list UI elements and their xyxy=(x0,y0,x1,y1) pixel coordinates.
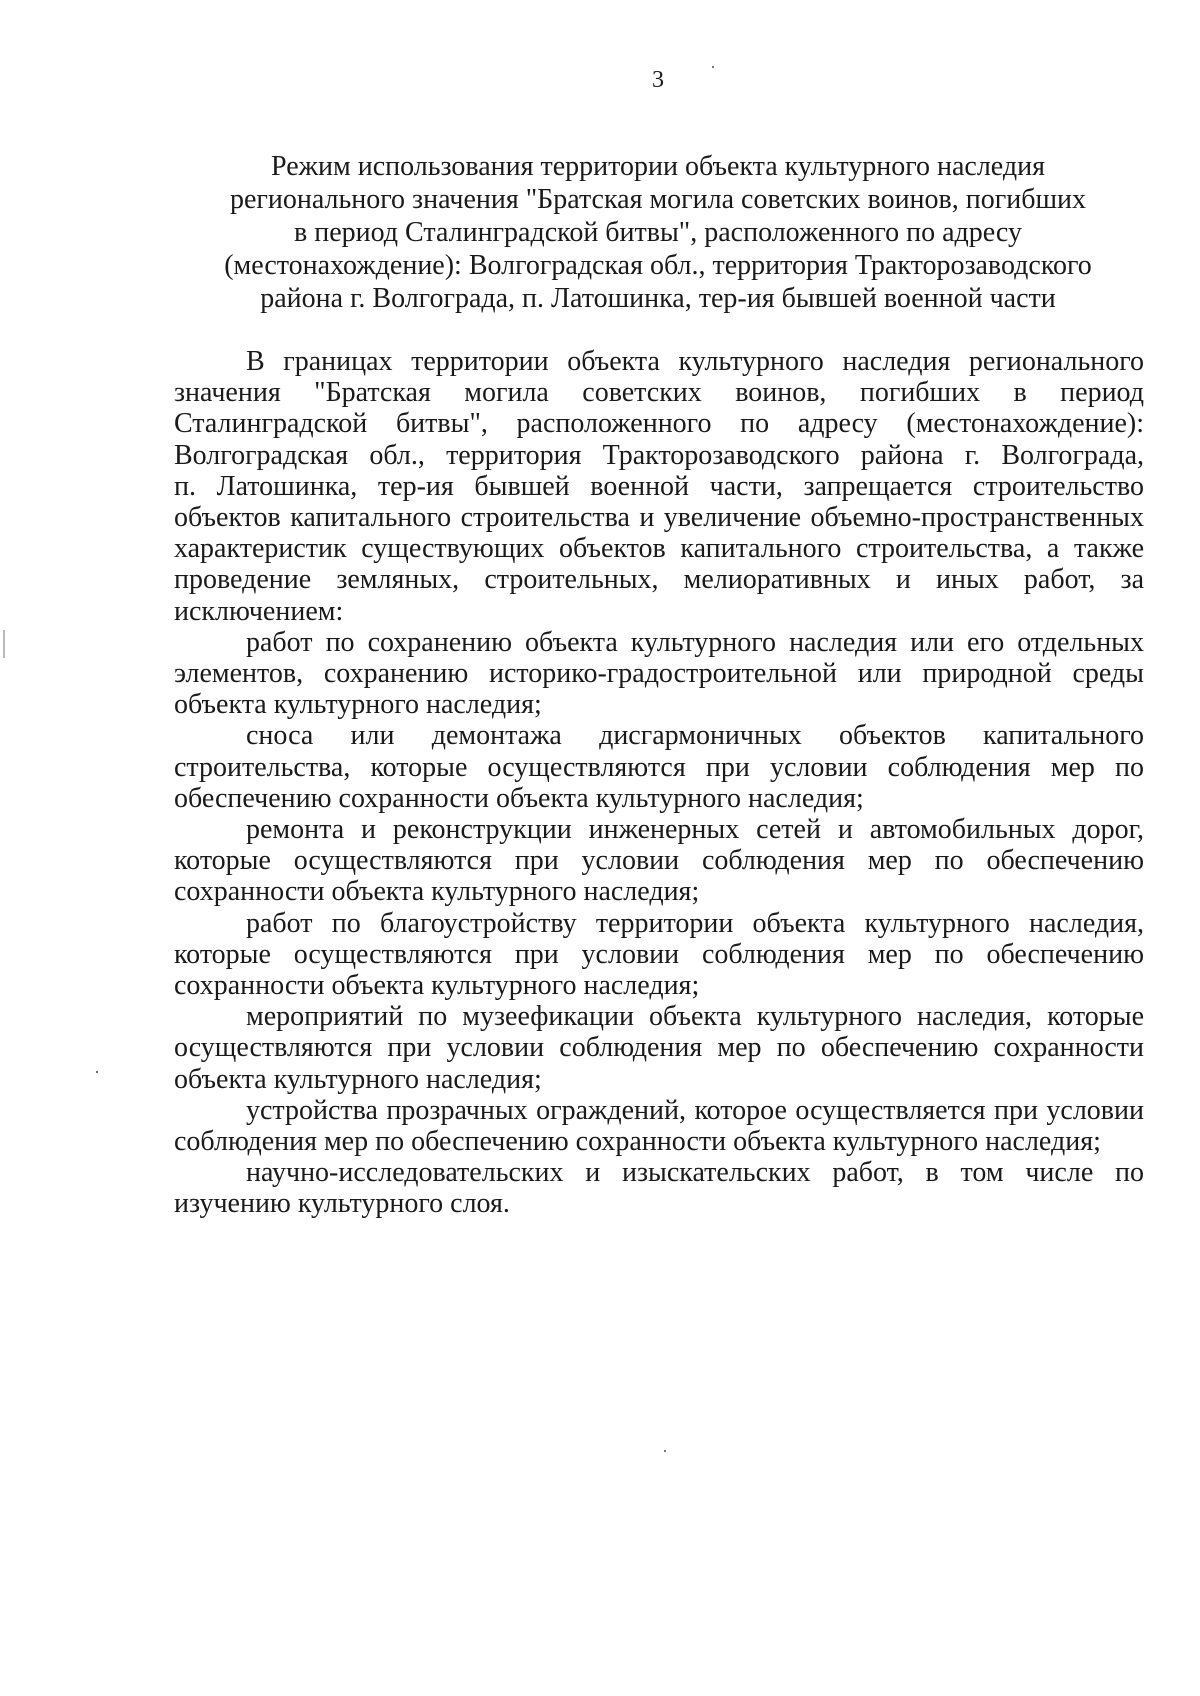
document-title xyxy=(200,150,1116,315)
text-line: В границах территории объекта культурного наследия регионального xyxy=(246,346,1144,377)
paragraph-item-museum xyxy=(174,1001,1144,1095)
page-number: 3 xyxy=(652,67,664,93)
text-line: мероприятий по музеефикации объекта культурного наследия, которые xyxy=(246,1001,1144,1033)
text-line: которые осуществляются при условии соблюдения мер по обеспечению xyxy=(174,938,1144,970)
text-line: Сталинградской битвы", расположенного по адресу (местонахождение): xyxy=(174,408,1144,440)
text-line: исключением: xyxy=(174,595,344,627)
document-body xyxy=(174,346,1144,1220)
text-line: сохранности объекта культурного наследия; xyxy=(174,970,700,1002)
scan-speck xyxy=(712,66,714,68)
scan-speck xyxy=(96,1071,98,1073)
text-line: научно-исследовательских и изыскательских работ, в том числе по xyxy=(246,1157,1144,1189)
text-line: строительства, которые осуществляются при условии соблюдения мер по xyxy=(174,751,1144,783)
title-line: в период Сталинградской битвы", расположенного по адресу xyxy=(294,217,1022,248)
text-line: которые осуществляются при условии соблюдения мер по обеспечению xyxy=(174,845,1144,877)
text-line: элементов, сохранению историко-градостроительной или природной среды xyxy=(174,658,1144,690)
text-line: объектов капитального строительства и увеличение объемно-пространственных xyxy=(174,502,1144,534)
paragraph-item-repair xyxy=(174,814,1144,908)
text-line: ремонта и реконструкции инженерных сетей и автомобильных дорог, xyxy=(246,814,1144,846)
text-line: проведение земляных, строительных, мелиоративных и иных работ, за xyxy=(174,564,1144,596)
text-line: характеристик существующих объектов капитального строительства, а также xyxy=(174,533,1144,565)
text-line: Волгоградская обл., территория Тракторозаводского района г. Волгограда, xyxy=(174,439,1144,471)
title-line: района г. Волгограда, п. Латошинка, тер-ия бывшей военной части xyxy=(260,283,1056,314)
paragraph-item-research xyxy=(174,1157,1144,1219)
text-line: устройства прозрачных ограждений, которое осуществляется при условии xyxy=(246,1094,1144,1126)
paragraph-item-fencing xyxy=(174,1095,1144,1157)
text-line: обеспечению сохранности объекта культурного наследия; xyxy=(174,782,864,814)
scan-speck xyxy=(664,1450,666,1452)
paragraph-intro xyxy=(174,346,1144,627)
text-line: осуществляются при условии соблюдения мер по обеспечению сохранности xyxy=(174,1032,1144,1064)
text-line: значения "Братская могила советских воинов, погибших в период xyxy=(174,377,1144,409)
text-line: работ по сохранению объекта культурного наследия или его отдельных xyxy=(246,626,1144,658)
paragraph-item-landscaping xyxy=(174,908,1144,1002)
text-line: п. Латошинка, тер-ия бывшей военной части, запрещается строительство xyxy=(174,470,1144,502)
paragraph-item-demolition xyxy=(174,720,1144,814)
paragraph-item-preservation xyxy=(174,627,1144,721)
title-line: регионального значения "Братская могила советских воинов, погибших xyxy=(229,184,1087,215)
text-line: работ по благоустройству территории объекта культурного наследия, xyxy=(246,907,1144,939)
title-line: Режим использования территории объекта культурного наследия xyxy=(271,151,1045,182)
scan-speck xyxy=(3,630,5,658)
text-line: сноса или демонтажа дисгармоничных объектов капитального xyxy=(246,720,1144,752)
text-line: сохранности объекта культурного наследия; xyxy=(174,876,700,908)
title-line: (местонахождение): Волгоградская обл., территория Тракторозаводского xyxy=(224,250,1092,281)
text-line: объекта культурного наследия; xyxy=(174,689,542,721)
text-line: изучению культурного слоя. xyxy=(174,1188,510,1220)
text-line: объекта культурного наследия; xyxy=(174,1063,542,1095)
text-line: соблюдения мер по обеспечению сохранности объекта культурного наследия; xyxy=(174,1126,1101,1158)
